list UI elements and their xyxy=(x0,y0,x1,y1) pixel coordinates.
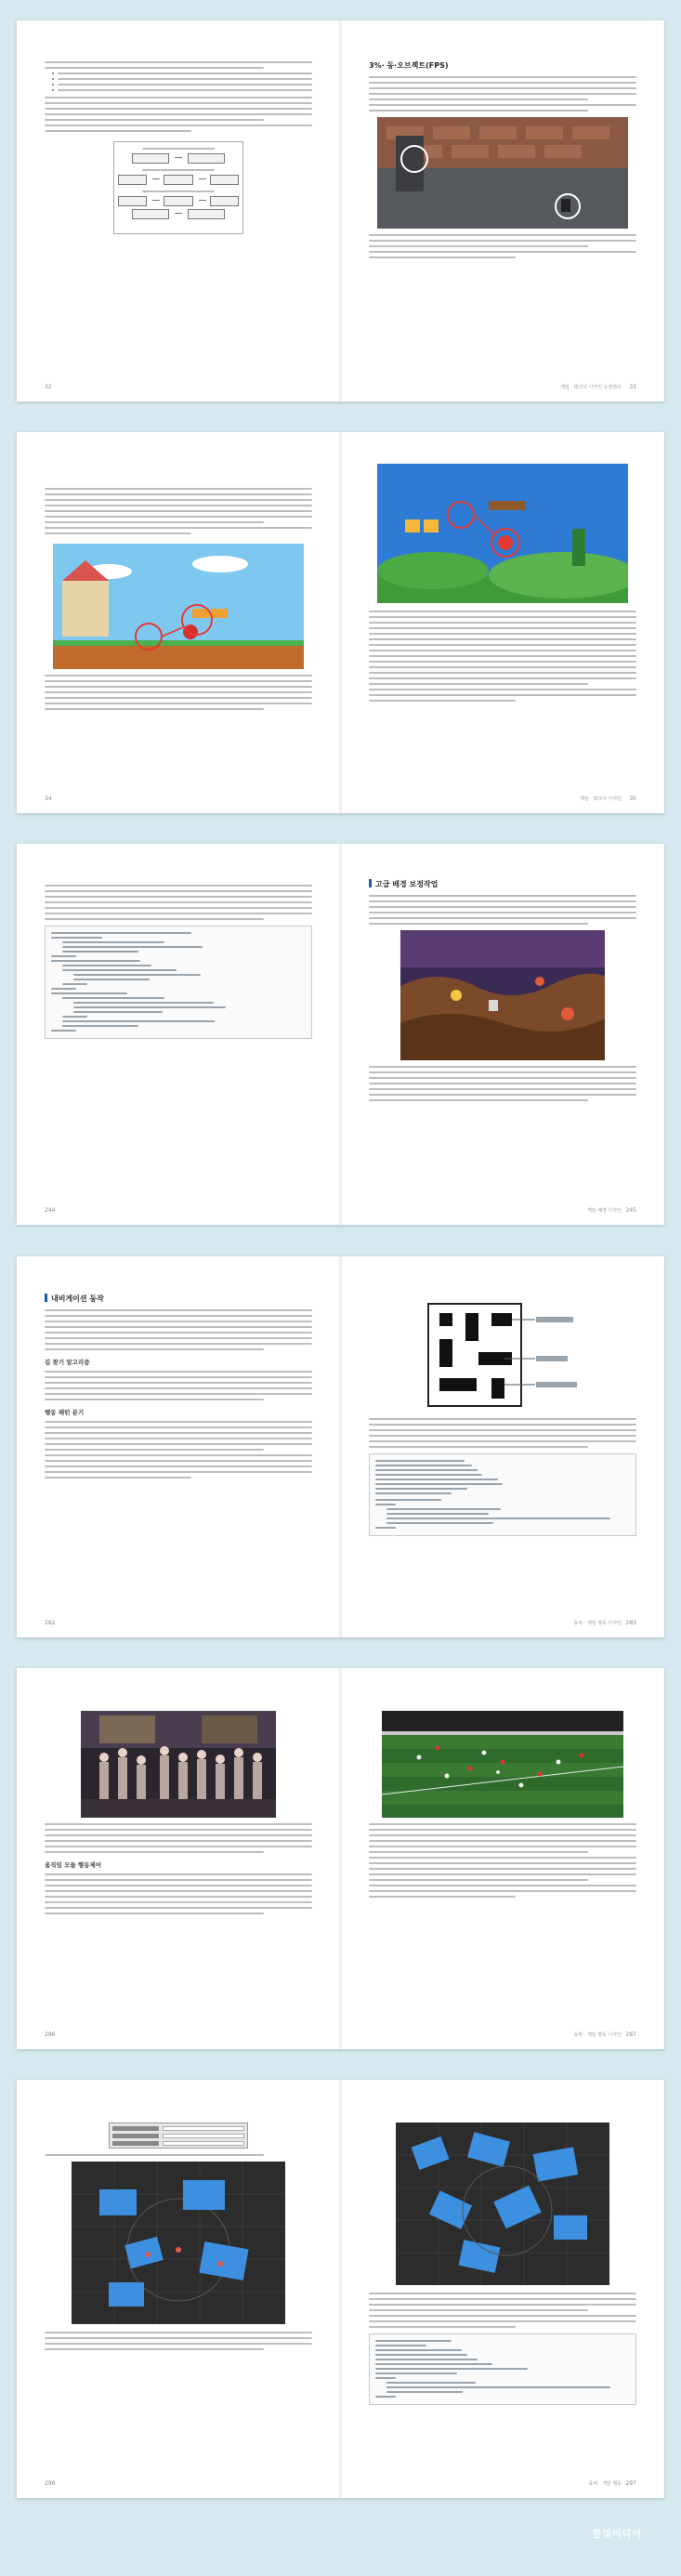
fps-scene-image xyxy=(377,117,628,229)
section-heading: 3%· 동·오브젝트(FPS) xyxy=(369,61,449,70)
inspector-panel xyxy=(109,2123,248,2149)
heading-bar-icon xyxy=(369,879,372,887)
running-head: 게임 배경 디자인 xyxy=(587,1208,622,1214)
flocking-scene-image xyxy=(72,2162,285,2324)
book-spread-3 xyxy=(17,844,664,1225)
code-block xyxy=(369,2333,636,2405)
running-head: 게임 · 테크닉 디자인 등장하다 xyxy=(560,385,622,390)
maze-diagram xyxy=(419,1299,586,1411)
page-left-6 xyxy=(17,2080,340,2498)
code-block xyxy=(369,1453,636,1536)
crowd-screenshot xyxy=(81,1711,276,1818)
page-number: 245 xyxy=(625,1207,636,1214)
page-number: 297 xyxy=(625,2480,636,2487)
page-number: 244 xyxy=(45,1207,56,1214)
flocking-diagram xyxy=(72,2162,285,2324)
page-right-5 xyxy=(341,1668,664,2049)
publisher-logo: 한빛미디어 xyxy=(592,2530,642,2540)
bullet xyxy=(52,72,312,74)
section-heading: 내비게이션 동작 xyxy=(45,1294,312,1304)
page-number: 33 xyxy=(629,384,636,390)
page-right-4 xyxy=(341,1256,664,1637)
mario-scene-image xyxy=(53,544,304,669)
page-number: 282 xyxy=(45,1620,56,1626)
book-spread-2 xyxy=(17,432,664,813)
book-spread-6 xyxy=(17,2080,664,2498)
page-number: 32 xyxy=(45,384,52,390)
heading-bar-icon xyxy=(45,1294,47,1302)
book-spread-5 xyxy=(17,1668,664,2049)
flocking-diagram-2 xyxy=(396,2123,609,2285)
platformer-screenshot xyxy=(53,544,304,669)
flocking-scene-image-2 xyxy=(396,2123,609,2285)
book-spread-1 xyxy=(17,20,664,401)
page-number: 34 xyxy=(45,795,52,802)
platformer-screenshot-2 xyxy=(377,464,628,603)
maze-grid-image xyxy=(419,1299,586,1411)
page-left-2 xyxy=(17,432,340,813)
page-right-1 xyxy=(341,20,664,401)
page-right-2 xyxy=(341,432,664,813)
bullet xyxy=(52,78,312,80)
code-block xyxy=(45,926,312,1039)
crowd-scene-image xyxy=(81,1711,276,1818)
page-number: 286 xyxy=(45,2031,56,2038)
mario-level-image xyxy=(377,464,628,603)
running-head: 동막 · 게임 행동 디자인 xyxy=(573,2032,622,2038)
page-right-3 xyxy=(341,844,664,1225)
page-left-1 xyxy=(17,20,340,401)
subheading: 움직임 모듈 행동제어 xyxy=(45,1861,102,1869)
page-right-6 xyxy=(341,2080,664,2498)
cave-screenshot xyxy=(400,930,605,1060)
flow-diagram xyxy=(113,141,243,234)
book-spread-4 xyxy=(17,1256,664,1637)
subheading: 행동 패턴 분기 xyxy=(45,1409,85,1416)
running-head: 게임 · 테크닉 디자인 xyxy=(580,796,622,802)
page-left-5 xyxy=(17,1668,340,2049)
soccer-screenshot xyxy=(382,1711,623,1818)
soccer-scene-image xyxy=(382,1711,623,1818)
page-left-4 xyxy=(17,1256,340,1637)
screenshot-figure xyxy=(377,117,628,229)
page-number: 35 xyxy=(629,795,636,802)
bullet xyxy=(52,89,312,91)
cave-level-image xyxy=(400,930,605,1060)
page-left-3 xyxy=(17,844,340,1225)
running-head: 동막 · 게임 행동 디자인 xyxy=(573,1621,622,1626)
page-number: 287 xyxy=(625,2031,636,2038)
page-number: 296 xyxy=(45,2480,56,2487)
page-number: 283 xyxy=(625,1620,636,1626)
bullet xyxy=(52,84,312,85)
section-heading: 고급 배경 보정작업 xyxy=(369,879,636,889)
subheading: 길 찾기 알고리즘 xyxy=(45,1359,90,1366)
running-head: 동막 · 게임 행동 xyxy=(588,2481,622,2487)
